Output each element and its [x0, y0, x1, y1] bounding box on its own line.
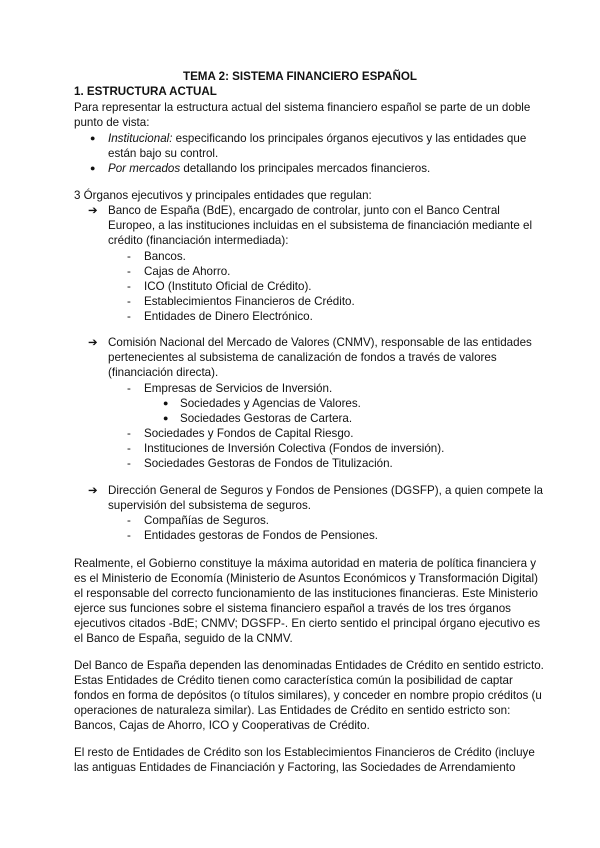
list-item: Empresas de Servicios de Inversión.: [144, 382, 333, 395]
paragraph-line: el responsable del correcto funcionamiento de las instituciones financieras. Este Ministerio: [74, 587, 538, 600]
dash-icon: -: [127, 295, 131, 308]
bullet-icon: ●: [163, 398, 169, 408]
bde-line: Banco de España (BdE), encargado de controlar, junto con el Banco Central: [108, 204, 500, 217]
list-item: Instituciones de Inversión Colectiva (Fondos de inversión).: [144, 442, 445, 455]
intro-line: punto de vista:: [74, 116, 150, 129]
bullet-icon: ●: [163, 413, 169, 423]
dgsfp-line: Dirección General de Seguros y Fondos de Pensiones (DGSFP), a quien compete la: [108, 484, 543, 497]
bullet-icon: ●: [90, 133, 96, 143]
section-heading: 1. ESTRUCTURA ACTUAL: [74, 85, 217, 98]
cnmv-line: (financiación directa).: [108, 366, 219, 379]
arrow-icon: ➔: [88, 204, 98, 217]
list-item: Bancos.: [144, 250, 186, 263]
list-item: ICO (Instituto Oficial de Crédito).: [144, 280, 312, 293]
list-item: Sociedades Gestoras de Fondos de Titulización.: [144, 457, 393, 470]
bullet-icon: ●: [90, 163, 96, 173]
paragraph-line: es el Ministerio de Economía (Ministerio de Asuntos Económicos y Transformación Digital): [74, 572, 538, 585]
list-item: Cajas de Ahorro.: [144, 265, 231, 278]
paragraph-line: ejerce sus funciones sobre el sistema financiero español a través de los tres órganos: [74, 602, 511, 615]
paragraph-line: El resto de Entidades de Crédito son los Establecimientos Financieros de Crédito (incluye: [74, 746, 535, 759]
view-item-mercados: Por mercados detallando los principales mercados financieros.: [108, 162, 431, 175]
list-item: Sociedades y Fondos de Capital Riesgo.: [144, 427, 354, 440]
paragraph-line: Estas Entidades de Crédito tienen como característica común la posibilidad de captar: [74, 674, 513, 687]
paragraph-line: el Banco de España, seguido de la CNMV.: [74, 632, 293, 645]
paragraph-line: ejecutivos citados -BdE; CNMV; DGSFP-. En cierto sentido el principal órgano ejecutivo es: [74, 617, 541, 630]
paragraph-line: fondos en forma de depósitos (o títulos similares), y conceder en nombre propio créditos (u: [74, 689, 542, 702]
dash-icon: -: [127, 280, 131, 293]
intro-line: Para representar la estructura actual del sistema financiero español se parte de un doble: [74, 101, 531, 114]
cnmv-line: pertenecientes al subsistema de canalización de fondos a través de valores: [108, 351, 497, 364]
arrow-icon: ➔: [88, 336, 98, 349]
paragraph-line: Realmente, el Gobierno constituye la máxima autoridad en materia de política financiera y: [74, 557, 537, 570]
list-item: Compañías de Seguros.: [144, 514, 270, 527]
dash-icon: -: [127, 514, 131, 527]
organos-intro: 3 Órganos ejecutivos y principales entidades que regulan:: [74, 189, 372, 202]
paragraph-line: operaciones de naturaleza similar). Las Entidades de Crédito en sentido estricto son:: [74, 704, 511, 717]
dash-icon: -: [127, 310, 131, 323]
arrow-icon: ➔: [88, 484, 98, 497]
list-item: Establecimientos Financieros de Crédito.: [144, 295, 355, 308]
dash-icon: -: [127, 442, 131, 455]
cnmv-line: Comisión Nacional del Mercado de Valores (CNMV), responsable de las entidades: [108, 336, 532, 349]
dash-icon: -: [127, 265, 131, 278]
view-item-continuation: están bajo su control.: [108, 147, 219, 160]
list-item: Entidades gestoras de Fondos de Pensiones.: [144, 529, 378, 542]
dash-icon: -: [127, 382, 131, 395]
paragraph-line: Del Banco de España dependen las denominadas Entidades de Crédito en sentido estricto.: [74, 659, 544, 672]
page-title: TEMA 2: SISTEMA FINANCIERO ESPAÑOL: [182, 70, 418, 83]
list-item: Entidades de Dinero Electrónico.: [144, 310, 313, 323]
dash-icon: -: [127, 427, 131, 440]
sub-list-item: Sociedades y Agencias de Valores.: [180, 397, 361, 410]
dash-icon: -: [127, 529, 131, 542]
paragraph-line: las antiguas Entidades de Financiación y Factoring, las Sociedades de Arrendamiento: [74, 761, 516, 774]
bde-line: crédito (financiación intermediada):: [108, 234, 289, 247]
view-item-institucional: Institucional: especificando los principales órganos ejecutivos y las entidades que: [108, 132, 527, 145]
dgsfp-line: supervisión del subsistema de seguros.: [108, 499, 311, 512]
bde-line: Europeo, a las instituciones incluidas en el subsistema de financiación mediante el: [108, 219, 533, 232]
sub-list-item: Sociedades Gestoras de Cartera.: [180, 412, 353, 425]
paragraph-line: Bancos, Cajas de Ahorro, ICO y Cooperativas de Crédito.: [74, 719, 370, 732]
dash-icon: -: [127, 250, 131, 263]
dash-icon: -: [127, 457, 131, 470]
